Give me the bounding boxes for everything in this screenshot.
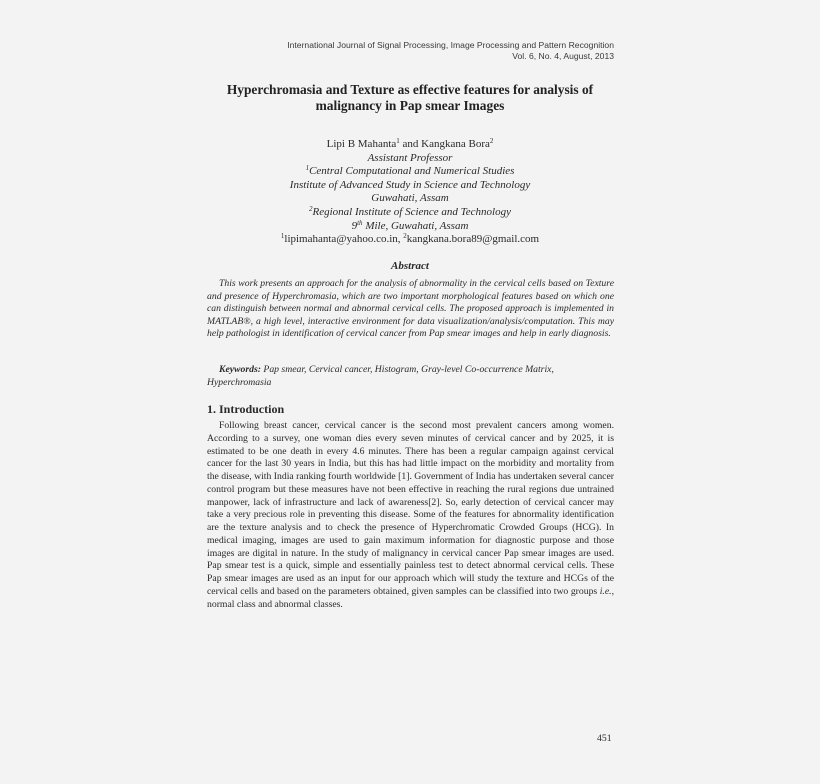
affiliation-1-line-3: Guwahati, Assam	[371, 192, 449, 205]
introduction-body: Following breast cancer, cervical cancer is the second most prevalent cancers among women. According to a survey, one woman dies every seven minutes of cervical cancer and by 2025, it is estimated to be one death in every 4.6 minutes. There has been a regular campaign against cervical cancer for the last 30 years in India, but this has had little impact on the morbidity and mortality from the disease, with India ranking fourth worldwide [1]. Government of India has undertaken several cancer control program but these measures have not been effective in reaching the rural regions due untrained manpower, lack of infrastructure and lack of awareness[2]. So, early detection of cervical cancer may take a very precious role in preventing this disease. Some of the features for abnormality identification are the texture analysis and to check the presence of Hyperchromatic Crowded Groups (HCG). In medical imaging, images are used to gain maximum information for diagnostic purpose and those images are digital in nature. In the study of malignancy in cervical cancer Pap smear images are used. Pap smear test is a quick, simple and essentially painless test to detect abnormal cervical cells. These Pap smear images are used as an input for our approach which will study the texture and HCGs of the cervical cells and based on the parameters obtained, given samples can be classified into two groups i.e., normal class and abnormal classes.	[207, 420, 614, 610]
affiliation-1-line-2: Institute of Advanced Study in Science and Technology	[289, 178, 531, 191]
author-names: Lipi B Mahanta$^1$ and Kangkana Bora$^2$	[326, 137, 494, 150]
affiliation-2-line-1: $^2$Regional Institute of Science and Technology	[309, 204, 511, 218]
running-head	[287, 40, 614, 62]
title-line-2: malignancy in Pap smear Images	[315, 98, 505, 113]
paper-title	[200, 82, 620, 114]
journal-volume: Vol. 6, No. 4, August, 2013	[512, 51, 614, 61]
affiliation-1-line-1: $^1$Central Computational and Numerical Studies	[305, 164, 515, 178]
section-heading-introduction: 1. Introduction	[207, 402, 285, 416]
keywords-text: Pap smear, Cervical cancer, Histogram, Gray-level Co-occurrence Matrix, Hyperchromasia	[207, 364, 554, 388]
affiliation-2-line-2: 9th Mile, Guwahati, Assam	[351, 218, 469, 232]
keywords-label: Keywords:	[219, 364, 261, 375]
abstract-heading: Abstract	[391, 260, 429, 272]
keywords	[207, 364, 614, 389]
author-block	[200, 138, 620, 247]
title-line-1: Hyperchromasia and Texture as effective features for analysis of	[226, 82, 594, 97]
author-role: Assistant Professor	[367, 151, 453, 164]
page-number: 451	[597, 733, 612, 744]
journal-name: International Journal of Signal Processing, Image Processing and Pattern Recognition	[287, 40, 614, 50]
abstract-body: This work presents an approach for the analysis of abnormality in the cervical cells based on Texture and presence of Hyperchromasia, which are two important morphological features based on which one can distinguish between normal and abnormal cervical cells. The proposed approach is implemented in MATLAB®, a high level, interactive environment for data visualization/analysis/computation. This may help pathologist in identification of cervical cancer from Pap smear images and help in early diagnosis.	[207, 278, 614, 340]
author-emails: $^1$lipimahanta@yahoo.co.in, $^2$kangkana.bora89@gmail.com	[280, 232, 540, 246]
